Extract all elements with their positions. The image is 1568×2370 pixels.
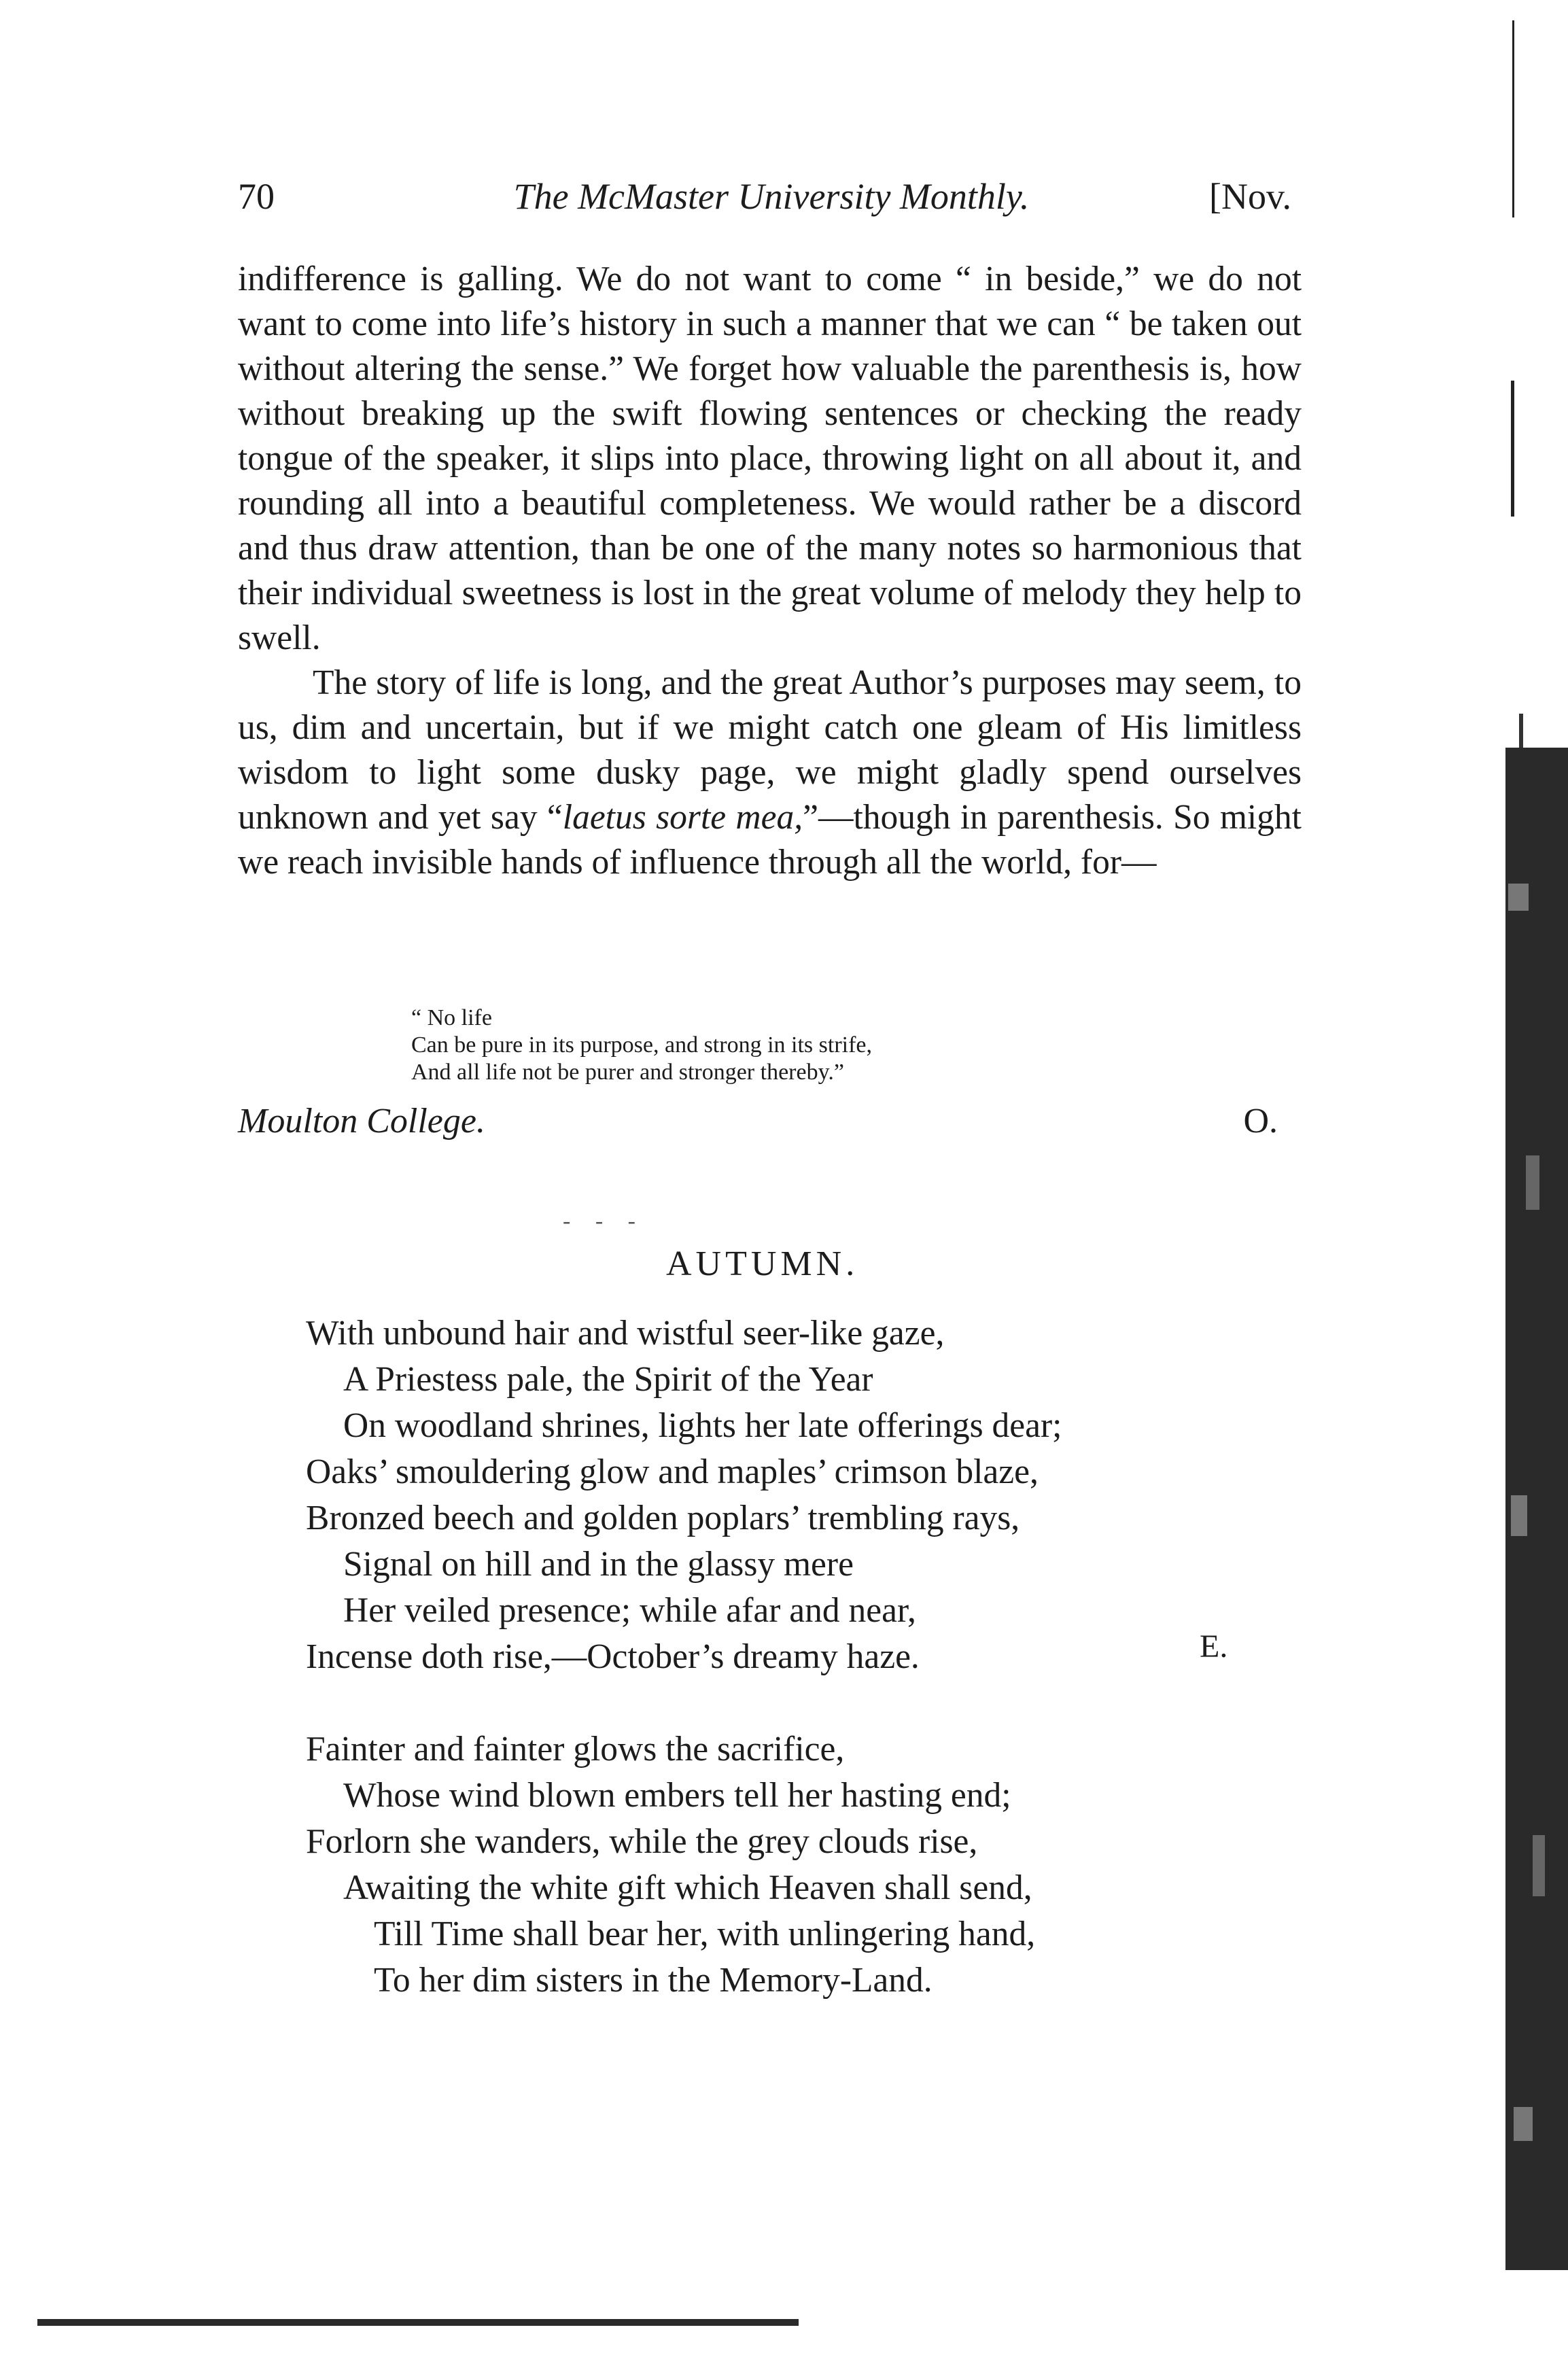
running-header [238,175,1305,223]
journal-title: The McMaster University Monthly. [513,176,1030,217]
quote-line: Can be pure in its purpose, and strong in its strife, [411,1032,873,1058]
poem-line: Whose wind blown embers tell her hasting end; [343,1776,1011,1815]
poem-line: Her veiled presence; while afar and near, [343,1591,916,1630]
scan-edge-artifact [1499,0,1568,2370]
poem-line: Oaks’ smouldering glow and maples’ crimson blaze, [306,1452,1039,1491]
section-separator: - - - [563,1208,645,1234]
poem-line: Incense doth rise,—October’s dreamy haze. [306,1637,920,1676]
signoff-initial: O. [1243,1102,1278,1140]
poem-line: Signal on hill and in the glassy mere [343,1545,854,1584]
poem-line: Till Time shall bear her, with unlingering hand, [374,1915,1036,1953]
quote-line: And all life not be purer and stronger thereby.” [411,1060,844,1085]
issue-month: [Nov. [1209,176,1291,217]
latin-phrase: laetus sorte mea, [562,798,803,837]
poem-line: To her dim sisters in the Memory-Land. [374,1961,933,2000]
poem-line: On woodland shrines, lights her late offerings dear; [343,1406,1062,1445]
poem-line: Forlorn she wanders, while the grey clouds rise, [306,1822,978,1861]
paragraph-text: The story of life is long, and the great Author’s purposes may seem, to us, dim and uncertain, but if we might catch one gleam of His limitless wisdom to light some dusky page, we might gladly spend ourselves unknown and yet say “ [238,663,1302,837]
bottom-rule-artifact [37,2319,799,2326]
quote-line: “ No life [411,1005,492,1030]
poem-line: A Priestess pale, the Spirit of the Year [343,1360,873,1399]
paragraph: indifference is galling. We do not want to come “ in beside,” we do not want to come into life’s history in such a manner that we can “ be taken out without altering the sense.” We forget how valuable the parenthesis is, how without breaking up the swift flowing sentences or checking the ready tongue of the speaker, it slips into place, throwing light on all about it, and rounding all into a beautiful completeness. We would rather be a discord and thus draw attention, than be one of the many notes so harmonious that their individual sweetness is lost in the great volume of melody they help to swell. [238,260,1302,657]
article-signoff [238,1101,1278,1141]
poem-line: Awaiting the white gift which Heaven shall send, [343,1868,1032,1907]
poem-line: Fainter and fainter glows the sacrifice, [306,1730,845,1768]
paragraph [238,661,1302,885]
poem-line: With unbound hair and wistful seer-like gaze, [306,1314,945,1353]
poem-title: AUTUMN. [666,1244,859,1283]
page-number: 70 [238,176,275,217]
poem [306,1310,1062,2004]
paragraph-text: ”—though in parenthesis. So might we reach invisible hands of influence through all the world, for— [238,798,1302,882]
block-quote [411,1005,872,1086]
signoff-place: Moulton College. [238,1102,485,1140]
article-body [238,257,1302,885]
poem-line: Bronzed beech and golden poplars’ trembling rays, [306,1499,1020,1537]
stanza-break [306,1680,1062,1726]
poem-signature: E. [1200,1628,1228,1665]
